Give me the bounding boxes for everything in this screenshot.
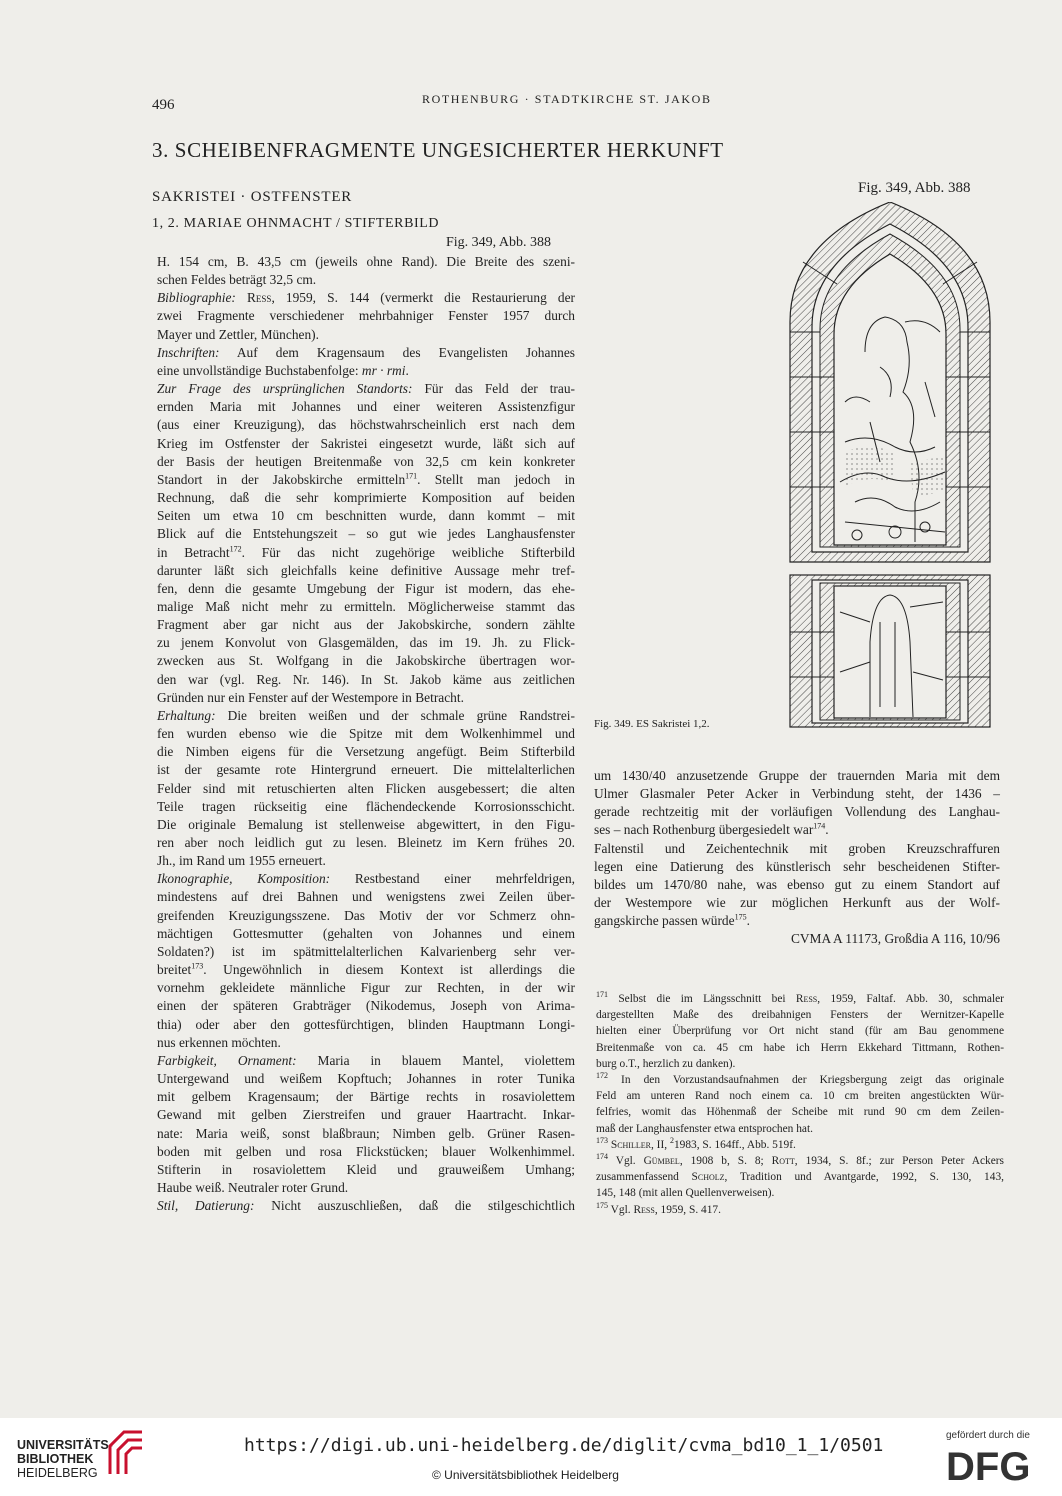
- figure-caption: Fig. 349. ES Sakristei 1,2.: [594, 718, 710, 730]
- page-number: 496: [152, 97, 175, 113]
- text-line: gangskirche passen würde$^{175}$.: [594, 912, 750, 929]
- footnote-line: Feld am unteren Rand noch einem ca. 10 cm breiten angestückten Wür-: [596, 1090, 1004, 1103]
- text-line: Krieg im Ostfenster der Sakristei eingesetzt wurde, läßt sich auf: [157, 435, 575, 451]
- text-line: ist der gesamte rote Hintergrund erneuert. Die mittelalterlichen: [157, 762, 575, 778]
- footnote-line: $^{173}$ Schiller, II, $^2$1983, S. 164ff., Abb. 519f.: [596, 1136, 796, 1151]
- text-line: Gewand mit gelben Zierstreifen und grauer Haartracht. Inkar-: [157, 1107, 575, 1123]
- text-line: darunter läßt sich gleichfalls keine definitive Aussage mehr tref-: [157, 562, 575, 578]
- text-line: malige Maß nicht mehr zu ermitteln. Möglicherweise stammt das: [157, 598, 575, 614]
- text-line: Faltenstil und Zeichentechnik mit groben Kreuzschraffuren: [594, 840, 1000, 856]
- text-line: Untergewand und weißem Kopftuch; Johannes in roter Tunika: [157, 1071, 575, 1087]
- permalink-url[interactable]: https://digi.ub.uni-heidelberg.de/diglit/cvma_bd10_1_1/0501: [244, 1435, 884, 1456]
- viewer-footer: [0, 1418, 1062, 1496]
- dfg-logo[interactable]: [944, 1446, 1044, 1486]
- text-line: schen Feldes beträgt 32,5 cm.: [157, 272, 317, 288]
- text-line: fen wurden ebenso wie die Spitze mit dem Wolkenhimmel und: [157, 726, 575, 742]
- text-line: vornehm gekleidete männliche Figur zur Rechten, in der wir: [157, 980, 575, 996]
- text-line: ernden Maria mit Johannes und einer weiteren Assistenzfigur: [157, 399, 575, 415]
- upper-panel: [790, 202, 990, 562]
- text-line: mindestens auf drei Bahnen und wenigstens zwei Zeilen über-: [157, 889, 575, 905]
- funding-note: gefördert durch die: [946, 1430, 1030, 1441]
- text-line: nate: Maria weiß, sonst blaßbraun; Nimben gelb. Grüner Rasen-: [157, 1125, 575, 1141]
- text-line: Blick auf die Entstehungszeit – so gut wie jedes Langhausfenster: [157, 526, 575, 542]
- text-line: boden mit gelben und rosa Flickstücken; blauer Wolkenhimmel.: [157, 1143, 575, 1159]
- text-line: (aus einer Kreuzigung), das höchstwahrscheinlich erst nach dem: [157, 417, 575, 433]
- text-line: Mayer und Zettler, München).: [157, 326, 319, 342]
- text-line: Felder sind mit retuschierten alten Flicken ausgebessert; die alten: [157, 780, 575, 796]
- library-logo-text[interactable]: UNIVERSITÄTS- BIBLIOTHEK HEIDELBERG: [17, 1438, 113, 1480]
- text-line: Bibliographie: Ress, 1959, S. 144 (vermerkt die Restaurierung der: [157, 290, 575, 306]
- text-line: Erhaltung: Die breiten weißen und der schmale grüne Randstrei-: [157, 707, 575, 723]
- text-line: in Betracht$^{172}$. Für das nicht zugehörige weibliche Stifterbild: [157, 544, 576, 560]
- left-column-text: [157, 253, 575, 1215]
- text-line: Seiten um etwa 10 cm beschnitten wurde, dann kommt – mit: [157, 508, 575, 524]
- text-line: gerade rechtzeitig mit der vorläufigen Vollendung des Langhau-: [594, 804, 1000, 820]
- footnote-line: Breitenmaße von ca. 45 cm habe ich Herrn Ekkehard Tittmann, Rothen-: [596, 1041, 1004, 1054]
- stained-glass-diagram: [785, 202, 995, 730]
- footnote-line: felfries, womit das Höhenmaß der Scheibe mit rund 90 cm dem Zeilen-: [596, 1106, 1004, 1119]
- svg-text:DFG: DFG: [946, 1446, 1031, 1486]
- text-line: eine unvollständige Buchstabenfolge: mr · rmi.: [157, 362, 409, 378]
- text-line: ren aber noch leidlich gut zu lesen. Bleinetz im Kern frühes 20.: [157, 835, 575, 850]
- text-line: Jh., im Rand um 1955 erneuert.: [157, 853, 326, 869]
- text-line: Standort in der Jakobskirche ermitteln$^{171}$. Stellt man jedoch in: [157, 471, 575, 487]
- footnotes: [596, 991, 1004, 1218]
- text-line: mit gelbem Kragensaum; der Bärtige rechts in rosaviolettem: [157, 1089, 575, 1105]
- text-line: zwei Fragmente verschiedener mehrbahniger Fenster 1957 durch: [157, 308, 575, 324]
- copyright-notice: © Universitätsbibliothek Heidelberg: [432, 1468, 619, 1482]
- footnote-line: hielten einer Überprüfung vor Ort nicht stand (für am Bau genommene: [596, 1025, 1004, 1038]
- lower-field: [834, 586, 946, 718]
- footnote-line: 145, 148 (mit allen Quellenverweisen).: [596, 1187, 775, 1200]
- text-line: Fragment aber gar nicht aus der Jakobskirche, sondern zählte: [157, 617, 575, 633]
- footnote-line: $^{171}$ Selbst die im Längsschnitt bei Ress, 1959, Faltaf. Abb. 30, schmaler: [596, 990, 1004, 1005]
- text-line: Stifterin in rosaviolettem Kleid und grauweißem Umhang;: [157, 1161, 575, 1177]
- footnote-line: $^{172}$ In den Vorzustandsaufnahmen der Kriegsbergung zeigt das originale: [596, 1071, 1004, 1087]
- item-figure-reference: Fig. 349, Abb. 388: [446, 235, 552, 250]
- text-line: um 1430/40 anzusetzende Gruppe der trauernden Maria mit dem: [594, 768, 1000, 783]
- text-line: nus erkennen möchten.: [157, 1034, 281, 1050]
- text-line: Haube weiß. Neutraler roter Grund.: [157, 1179, 349, 1195]
- figure-reference: Fig. 349, Abb. 388: [858, 180, 971, 196]
- footnote-line: $^{174}$ Vgl. Gümbel, 1908 b, S. 8; Rott, 1934, S. 8f.; zur Person Peter Ackers: [596, 1152, 1004, 1168]
- text-line: Stil, Datierung: Nicht auszuschließen, daß die stilgeschichtlich: [157, 1198, 575, 1214]
- text-line: Zur Frage des ursprünglichen Standorts: Für das Feld der trau-: [157, 381, 575, 397]
- section-title: 3. SCHEIBENFRAGMENTE UNGESICHERTER HERKUNFT: [152, 138, 724, 162]
- text-line: Inschriften: Auf dem Kragensaum des Evangelisten Johannes: [157, 344, 575, 360]
- text-line: Farbigkeit, Ornament: Maria in blauem Mantel, violettem: [157, 1052, 575, 1068]
- text-line: zwecken aus St. Wolfgang in die Jakobskirche übertragen wor-: [157, 653, 575, 669]
- text-line: greifenden Kreuzigungsszene. Das Motiv der vor Schmerz ohn-: [157, 907, 575, 923]
- text-line: CVMA A 11173, Großdia A 116, 10/96: [790, 931, 1000, 947]
- text-line: zu jenem Konvolut von Glasgemälden, das im 19. Jh. zu Flick-: [157, 635, 575, 651]
- text-line: der Westempore wie zur möglichen Herkunft aus der Wolf-: [594, 895, 1000, 911]
- text-line: H. 154 cm, B. 43,5 cm (jeweils ohne Rand). Die Breite des szeni-: [157, 254, 575, 269]
- text-line: den war (vgl. Reg. Nr. 146). In St. Jakob käme aus zeitlichen: [157, 671, 575, 687]
- text-line: Ulmer Glasmaler Peter Acker in Verbindung steht, der 1436 –: [594, 786, 1000, 802]
- text-line: fen, denn die gesamte Umgebung der Figur ist modern, das ehe-: [157, 580, 575, 596]
- text-line: thia) oder aber den gottesfürchtigen, blinden Hauptmann Longi-: [157, 1016, 575, 1032]
- item-title: 1, 2. MARIAE OHNMACHT / STIFTERBILD: [152, 216, 440, 231]
- text-line: Ikonographie, Komposition: Restbestand einer mehrfeldrigen,: [157, 871, 575, 887]
- footnote-line: burg o.T., herzlich zu danken).: [596, 1057, 736, 1070]
- footnote-line: dargestellten Maße des dreibahnigen Fensters der Wernitzer-Kapelle: [596, 1009, 1004, 1022]
- text-line: die Nimben eigens für die Versetzung angefügt. Beim Stifterbild: [157, 744, 575, 760]
- footnote-line: $^{175}$ Vgl. Ress, 1959, S. 417.: [596, 1200, 721, 1216]
- subsection-title: SAKRISTEI · OSTFENSTER: [152, 189, 353, 205]
- right-column-text: [594, 767, 1000, 949]
- text-line: legen eine Datierung des künstlerisch sehr bescheidenen Stifter-: [594, 858, 1000, 874]
- running-head: ROTHENBURG · STADTKIRCHE ST. JAKOB: [422, 92, 712, 106]
- lower-panel: [790, 575, 990, 727]
- text-line: bildes um 1470/80 nahe, was ebenso gut zu einem Standort auf: [594, 876, 1000, 892]
- text-line: Teile tragen rückseitig eine flächendeckende Korrosionsschicht.: [157, 798, 575, 814]
- footnote-line: zusammenfassend Scholz, Tradition und Avantgarde, 1992, S. 130, 143,: [596, 1171, 1004, 1184]
- text-line: Gründen nur ein Fenster auf der Westempore in Betracht.: [157, 689, 464, 705]
- text-line: Soldaten?) ist im spätmittelalterlichen Kalvarienberg sehr ver-: [157, 943, 575, 959]
- arch-field: [834, 254, 946, 545]
- text-line: ses – nach Rothenburg übergesiedelt war$^{174}$.: [594, 822, 829, 838]
- footnote-line: maß der Langhausfenster etwa entsprochen hat.: [596, 1122, 813, 1135]
- text-line: breitet$^{173}$. Ungewöhnlich in diesem Kontext ist allerdings die: [157, 961, 575, 978]
- text-line: mächtigen Gottesmutter (gehalten von Johannes und einem: [157, 925, 575, 941]
- library-logo-icon[interactable]: [106, 1428, 146, 1478]
- text-line: einen der späteren Grabträger (Nikodemus, Joseph von Arima-: [157, 998, 575, 1014]
- text-line: Rechnung, daß die sehr komprimierte Komposition auf beiden: [157, 490, 575, 506]
- text-line: der Basis der heutigen Breitenmaße von 32,5 cm kein konkreter: [157, 453, 575, 469]
- text-line: Die originale Bemalung ist stellenweise abgewittert, in den Figu-: [157, 816, 575, 832]
